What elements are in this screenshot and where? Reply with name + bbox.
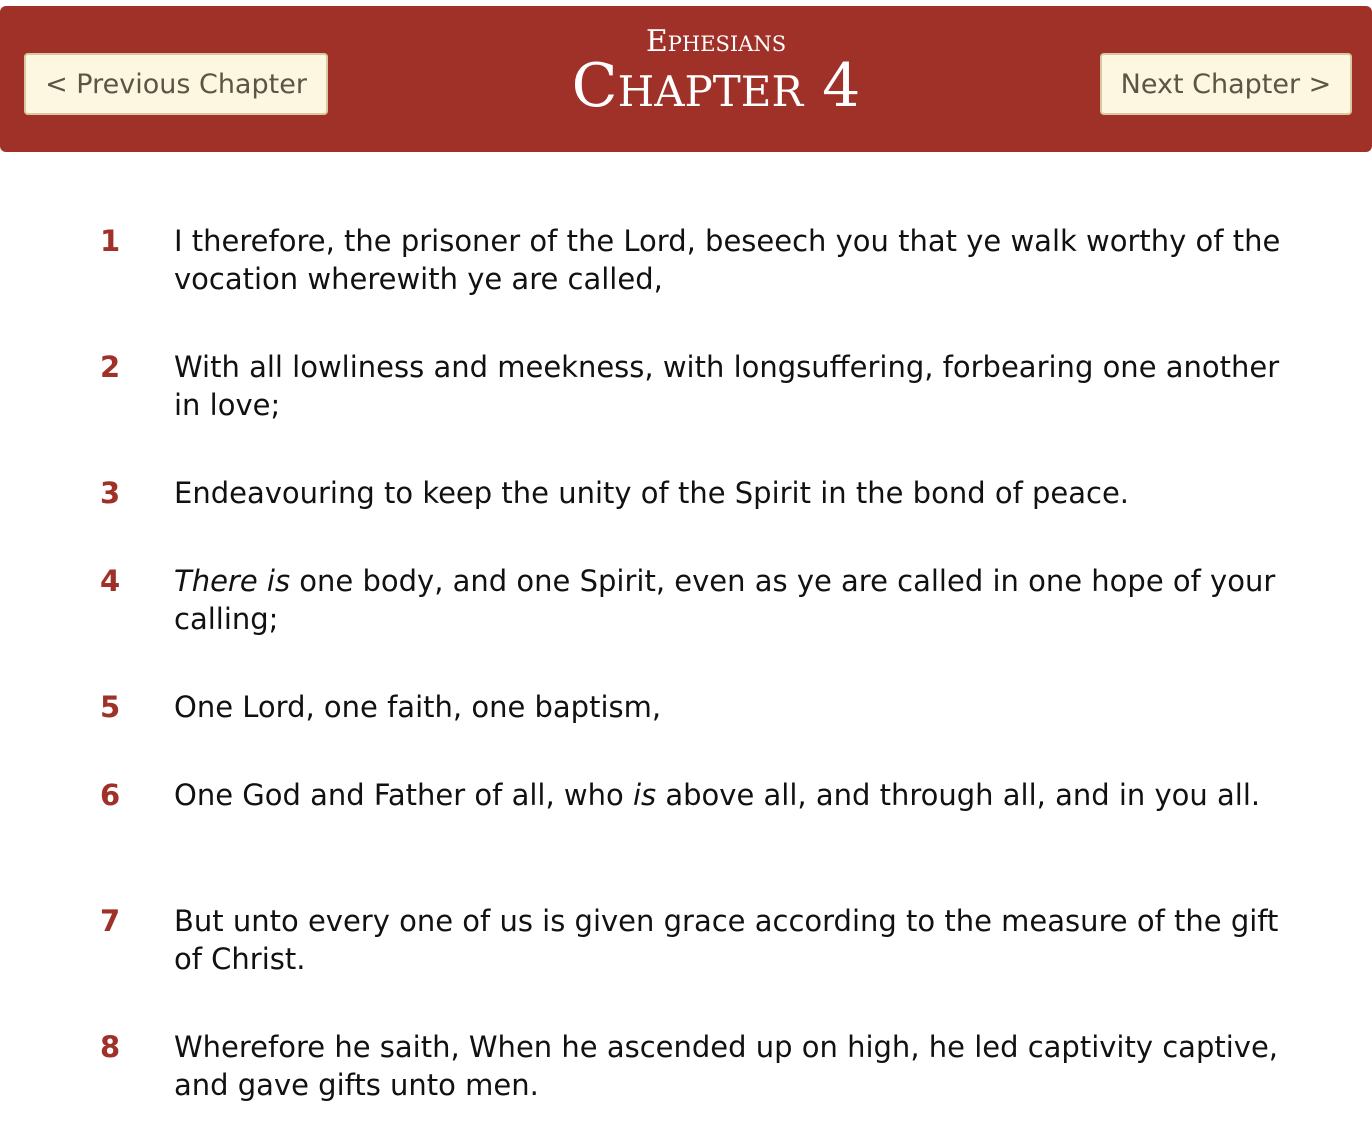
verse-text: One God and Father of all, who is above all, and through all, and in you all.: [174, 778, 1261, 812]
verse: [0, 474, 1372, 562]
verse-number: 7: [100, 904, 121, 938]
chapter-title: Chapter 4: [571, 51, 861, 121]
verse-number: 6: [100, 778, 121, 812]
verse-number: 8: [100, 1030, 121, 1064]
verse-text: I therefore, the prisoner of the Lord, beseech you that ye walk worthy of the vocation wherewith ye are called,: [174, 224, 1281, 296]
verse: [0, 348, 1372, 474]
verse-text: With all lowliness and meekness, with longsuffering, forbearing one another in love;: [174, 350, 1280, 422]
verse: [0, 222, 1372, 348]
verse-number: 2: [100, 350, 121, 384]
chapter-header: [0, 6, 1372, 152]
verse-text: Endeavouring to keep the unity of the Spirit in the bond of peace.: [174, 476, 1130, 510]
verse: [0, 776, 1372, 902]
verse-number: 5: [100, 690, 121, 724]
verse-text: But unto every one of us is given grace according to the measure of the gift of Christ.: [174, 904, 1279, 976]
verse: [0, 688, 1372, 776]
previous-chapter-button[interactable]: < Previous Chapter: [24, 53, 328, 115]
verse-number: 1: [100, 224, 121, 258]
verse-text: One Lord, one faith, one baptism,: [174, 690, 662, 724]
verse: [0, 562, 1372, 688]
verse-list: [0, 222, 1372, 1144]
verse-number: 4: [100, 564, 121, 598]
book-title: Ephesians: [645, 24, 787, 59]
next-chapter-button[interactable]: Next Chapter >: [1100, 53, 1352, 115]
verse-text: Wherefore he saith, When he ascended up on high, he led captivity captive, and gave gifts unto men.: [174, 1030, 1279, 1102]
verse: [0, 902, 1372, 1028]
verse-number: 3: [100, 476, 121, 510]
verse: [0, 1028, 1372, 1144]
verse-text: There is one body, and one Spirit, even as ye are called in one hope of your calling;: [174, 564, 1276, 636]
